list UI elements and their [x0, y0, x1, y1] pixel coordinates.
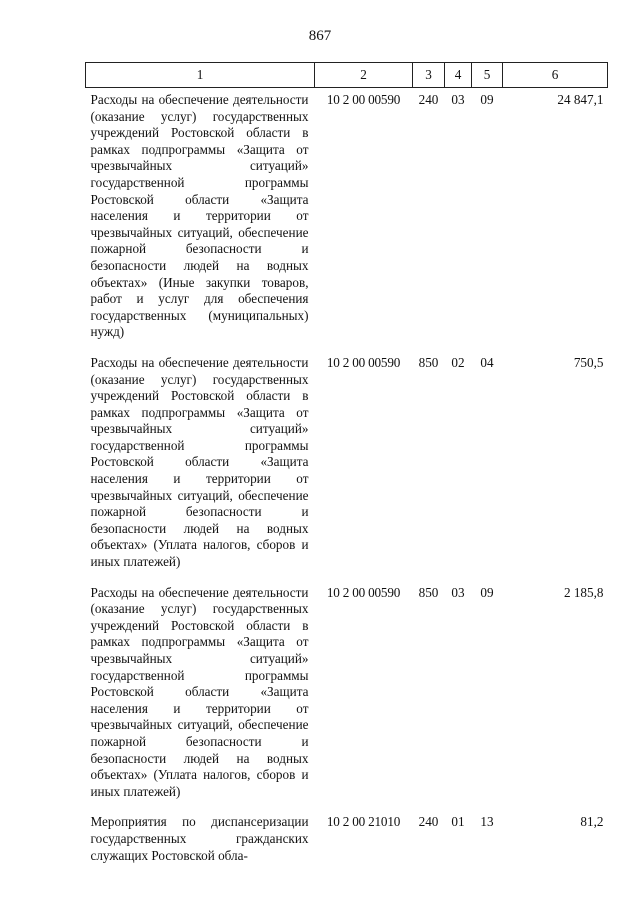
row-amount: 750,5 [573, 354, 604, 370]
row-amount: 24 847,1 [557, 92, 604, 107]
table-row [86, 810, 608, 874]
column-header-2: 2 [315, 63, 413, 88]
row-expense-type: 850 [418, 584, 439, 600]
column-header-1: 1 [86, 63, 315, 88]
row-section: 02 [451, 354, 465, 370]
column-header-6: 6 [503, 63, 608, 88]
row-subsection: 09 [480, 584, 494, 600]
page-number: 867 [308, 28, 332, 44]
row-section: 01 [451, 814, 465, 830]
table-header-row [86, 63, 608, 88]
row-target-code: 10 2 00 21010 [326, 814, 401, 830]
table-row [86, 351, 608, 581]
row-description: Расходы на обеспечение деятельности (оказание услуг) государственных учреждений Ростовской области в рамках подпрограммы «Защита от чрезвычайных ситуаций» государственной программы Ростовской области «Защита населения и территории от чрезвычайных ситуаций, обеспечение пожарной безопасности и безопасности людей на водных объектах» (Иные закупки товаров, работ и услуг для обеспечения государственных (муниципальных) нужд) [90, 92, 309, 340]
row-expense-type: 850 [418, 354, 439, 370]
table-row [86, 581, 608, 811]
row-amount: 81,2 [580, 814, 604, 830]
row-section: 03 [451, 92, 465, 107]
column-header-5: 5 [472, 63, 503, 88]
row-section: 03 [451, 584, 465, 600]
row-subsection: 13 [480, 814, 494, 830]
budget-table [85, 62, 608, 874]
row-description: Мероприятия по диспансеризации государственных гражданских служащих Ростовской обла- [90, 814, 309, 863]
row-amount: 2 185,8 [563, 584, 604, 600]
row-subsection: 04 [480, 354, 494, 370]
row-expense-type: 240 [418, 814, 439, 830]
row-description: Расходы на обеспечение деятельности (оказание услуг) государственных учреждений Ростовской области в рамках подпрограммы «Защита от чрезвычайных ситуаций» государственной программы Ростовской области «Защита населения и территории от чрезвычайных ситуаций, обеспечение пожарной безопасности и безопасности людей на водных объектах» (Уплата налогов, сборов и иных платежей) [90, 354, 309, 570]
table-row [86, 88, 608, 351]
row-target-code: 10 2 00 00590 [326, 584, 401, 600]
column-header-3: 3 [413, 63, 445, 88]
row-subsection: 09 [480, 92, 494, 107]
row-expense-type: 240 [418, 92, 439, 107]
row-target-code: 10 2 00 00590 [326, 92, 401, 107]
column-header-4: 4 [445, 63, 472, 88]
row-description: Расходы на обеспечение деятельности (оказание услуг) государственных учреждений Ростовской области в рамках подпрограммы «Защита от чрезвычайных ситуаций» государственной программы Ростовской области «Защита населения и территории от чрезвычайных ситуаций, обеспечение пожарной безопасности и безопасности людей на водных объектах» (Уплата налогов, сборов и иных платежей) [90, 584, 309, 799]
row-target-code: 10 2 00 00590 [326, 354, 401, 370]
